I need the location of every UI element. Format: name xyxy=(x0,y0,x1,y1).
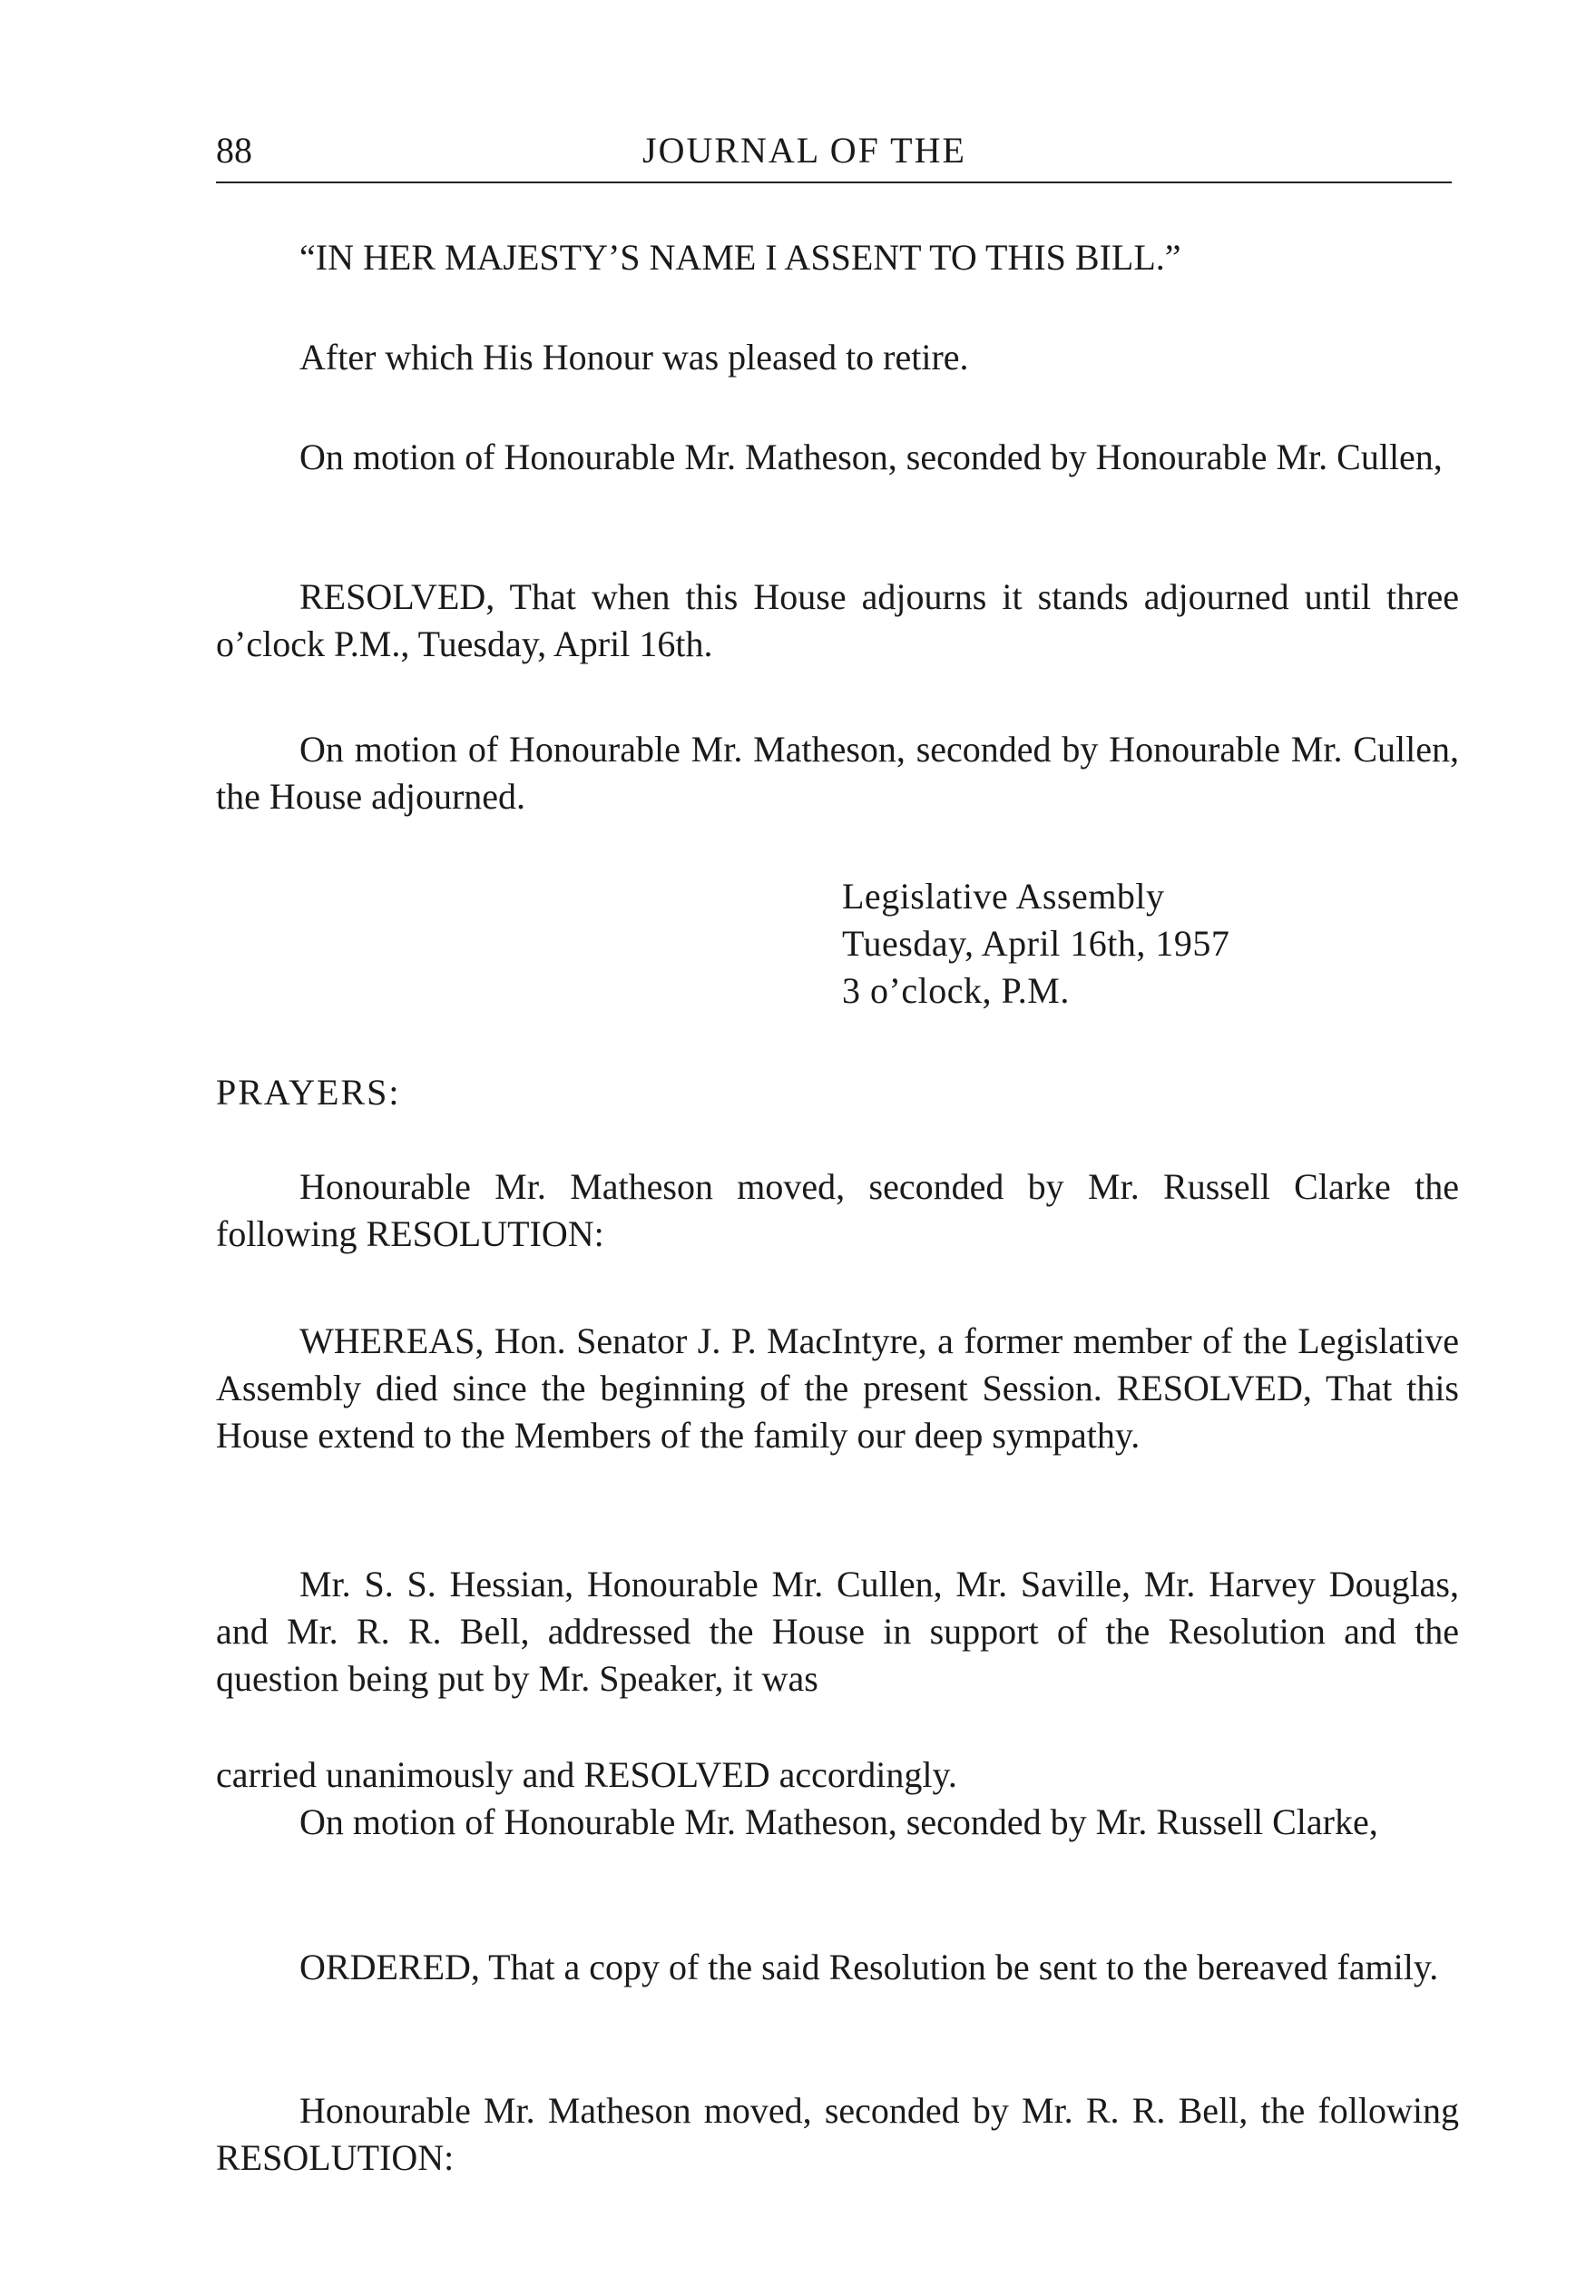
sitting-date: Tuesday, April 16th, 1957 xyxy=(842,923,1230,964)
moved-paragraph-2: Honourable Mr. Matheson moved, seconded by Mr. R. R. Bell, the following RESOLUTION: xyxy=(216,2090,1459,2178)
page-number: 88 xyxy=(216,130,252,171)
retire-paragraph: After which His Honour was pleased to retire. xyxy=(299,337,969,378)
sitting-body: Legislative Assembly xyxy=(842,876,1165,917)
prayers-heading: PRAYERS: xyxy=(216,1072,401,1113)
carried-line: carried unanimously and RESOLVED accordingly. xyxy=(216,1754,957,1795)
motion-paragraph-2: On motion of Honourable Mr. Matheson, seconded by Honourable Mr. Cullen, the House adjourned. xyxy=(216,729,1459,817)
assent-line: “IN HER MAJESTY’S NAME I ASSENT TO THIS BILL.” xyxy=(299,237,1181,278)
motion-paragraph-1: On motion of Honourable Mr. Matheson, seconded by Honourable Mr. Cullen, xyxy=(299,437,1443,477)
sitting-time: 3 o’clock, P.M. xyxy=(842,970,1070,1011)
sitting-heading xyxy=(842,873,1229,1015)
moved-paragraph-1: Honourable Mr. Matheson moved, seconded by Mr. Russell Clarke the following RESOLUTION: xyxy=(216,1166,1459,1254)
addressed-paragraph: Mr. S. S. Hessian, Honourable Mr. Cullen, Mr. Saville, Mr. Harvey Douglas, and Mr. R. R. Bell, addressed the House in support of the Resolution and the question being put by Mr. Speaker, it was xyxy=(216,1564,1459,1699)
whereas-paragraph: WHEREAS, Hon. Senator J. P. MacIntyre, a former member of the Legislative Assembly died since the beginning of the present Session. RESOLVED, That this House extend to the Members of the family our deep sympathy. xyxy=(216,1320,1459,1456)
running-head: JOURNAL OF THE xyxy=(642,130,966,171)
ordered-paragraph: ORDERED, That a copy of the said Resolution be sent to the bereaved family. xyxy=(299,1947,1439,1987)
motion-paragraph-3: On motion of Honourable Mr. Matheson, seconded by Mr. Russell Clarke, xyxy=(299,1801,1378,1842)
page-header xyxy=(216,129,1452,183)
resolved-paragraph-1: RESOLVED, That when this House adjourns it stands adjourned until three o’clock P.M., Tuesday, April 16th. xyxy=(216,576,1459,664)
